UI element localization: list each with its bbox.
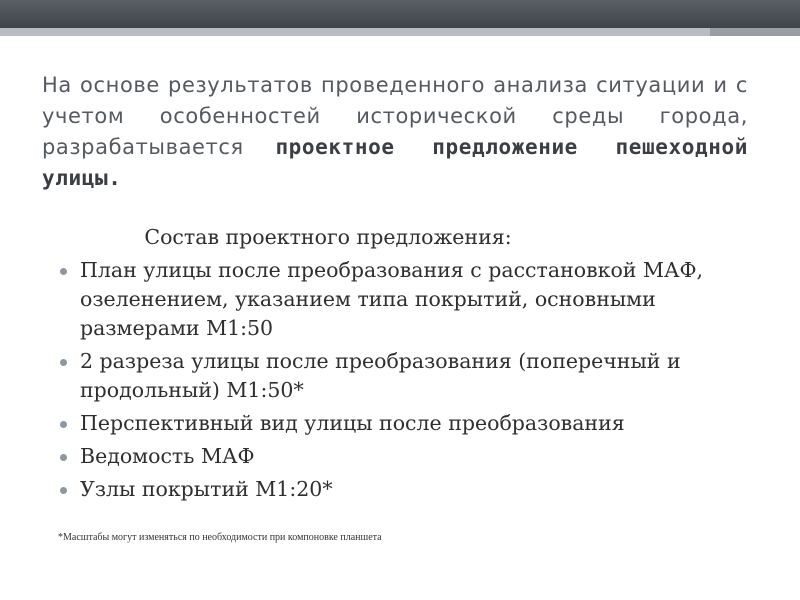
footnote: *Масштабы могут изменяться по необходимости при компоновке планшета <box>58 532 382 543</box>
list-item-label: Ведомость МАФ <box>80 444 255 468</box>
bullet-icon <box>60 268 67 275</box>
intro-paragraph <box>42 70 748 194</box>
list-item-label: 2 разреза улицы после преобразования (поперечный и продольный) М1:50* <box>80 349 681 402</box>
bullet-icon <box>60 421 67 428</box>
list-item <box>58 475 758 504</box>
bullet-icon <box>60 454 67 461</box>
list-item <box>58 256 758 343</box>
composition-section <box>58 222 758 508</box>
list-item <box>58 409 758 438</box>
bullet-icon <box>60 359 67 366</box>
slide-header-accent <box>0 28 800 36</box>
list-item <box>58 442 758 471</box>
intro-text: На основе результатов проведенного анализа ситуации и с учетом особенностей исторической среды города, разрабатывается <box>42 73 748 159</box>
composition-title: Состав проектного предложения: <box>144 225 512 249</box>
list-item-label: Перспективный вид улицы после преобразования <box>80 411 625 435</box>
list-item-label: Узлы покрытий М1:20* <box>80 477 333 501</box>
slide-header-bar <box>0 0 800 28</box>
list-item-label: План улицы после преобразования с расстановкой МАФ, озеленением, указанием типа покрытий, основными размерами М1:50 <box>80 258 704 340</box>
bullet-icon <box>60 487 67 494</box>
composition-list <box>58 256 758 504</box>
intro-bold-text: проектное предложение пешеходной улицы. <box>42 135 748 190</box>
list-item <box>58 347 758 405</box>
